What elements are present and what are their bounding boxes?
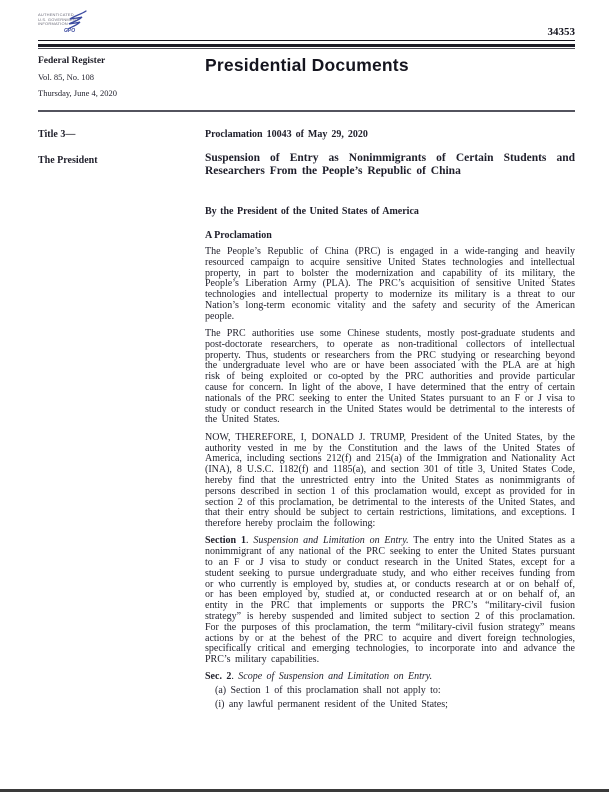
top-thick-rule [38, 44, 575, 47]
section-2-dot: . [231, 671, 239, 683]
paragraph-1: The People’s Republic of China (PRC) is engaged in a wide-ranging and heavily resourced campaign to acquire sensitive United States technologies and intellectual property, in part to bolster the modernization and capability of its military, the People’s Liberation Army (PLA). The PRC’s acquisition of sensitive United States technologies and intellectual property to modernize its military is a threat to our Nation’s long-term economic vitality and the safety and security of the American people. [205, 246, 575, 322]
journal-name: Federal Register [38, 56, 106, 66]
top-thin-rule [38, 40, 575, 41]
document-body [38, 112, 575, 711]
top-thick-rule-shadow [38, 48, 575, 50]
gpo-authenticated-logo [38, 10, 90, 40]
section-2-heading [205, 672, 575, 683]
journal-volume: Vol. 85, No. 108 [38, 71, 95, 82]
masthead [38, 56, 575, 98]
section-1-paragraph [205, 536, 575, 666]
page-number: 34353 [547, 26, 575, 38]
proclamation-number-line: Proclamation 10043 of May 29, 2020 [205, 128, 368, 140]
title3-label: Title 3— [38, 128, 76, 140]
section-2-item-a: (a) Section 1 of this proclamation shall not apply to: [215, 685, 441, 697]
proclamation-title: Suspension of Entry as Nonimmigrants of Certain Students and Researchers From the People’s Republic of China [205, 151, 575, 177]
gpo-logo-line-1: AUTHENTICATED [38, 12, 74, 17]
section-title: Presidential Documents [205, 55, 409, 75]
section-1-title: Suspension and Limitation on Entry. [253, 535, 409, 547]
proclamation-heading: A Proclamation [205, 229, 272, 241]
gpo-logo-line-2: U.S. GOVERNMENT [38, 16, 79, 22]
gpo-logo-label: GPO [64, 28, 76, 34]
section-1-text: The entry into the United States as a nonimmigrant of any national of the PRC seeking to enter the United States pursuant to an F or J visa to study or conduct research in the United States, except for a student seeking to pursue undergraduate study, and who either receives funding from or who currently is employed by, studies at, or conducts research at or on behalf of, or has been employed by, studied at, or conducted research at or on behalf of, an entity in the PRC that implements or supports the PRC’s “military-civil fusion strategy” is hereby suspended and limited subject to section 2 of this proclamation. For the purposes of this proclamation, the term “military-civil fusion strategy” means actions by or at the behest of the PRC to acquire and divert foreign technologies, specifically critical and emerging technologies, to incorporate into and advance the PRC’s military capabilities. [205, 535, 575, 666]
section-2-label: Sec. 2 [205, 671, 232, 683]
paragraph-2: The PRC authorities use some Chinese students, mostly post-graduate students and post-doctorate researchers, to operate as non-traditional collectors of intellectual property. Thus, students or researchers from the PRC studying or researching beyond the undergraduate level who are or have been associated with the PLA are at high risk of being exploited or co-opted by the PRC authorities and provide particular cause for concern. In light of the above, I have determined that the entry of certain nationals of the PRC seeking to enter the United States pursuant to an F or J visa to study or conduct research in the United States would be detrimental to the interests of the United States. [205, 328, 575, 426]
section-2-title: Scope of Suspension and Limitation on Entry. [238, 671, 433, 683]
gpo-logo-line-3: INFORMATION [38, 21, 68, 26]
section-1-dot: . [245, 535, 254, 547]
section-2-item-i: (i) any lawful permanent resident of the United States; [215, 699, 448, 711]
masthead-journal-block [38, 56, 205, 98]
section-1-label: Section 1 [205, 535, 246, 547]
president-label: The President [38, 154, 98, 166]
journal-date: Thursday, June 4, 2020 [38, 87, 118, 98]
paragraph-3: NOW, THEREFORE, I, DONALD J. TRUMP, President of the United States, by the authority vested in me by the Constitution and the laws of the United States of America, including sections 212(f) and 215(a) of the Immigration and Nationality Act (INA), 8 U.S.C. 1182(f) and 1185(a), and section 301 of title 3, United States Code, hereby find that the unrestricted entry into the United States as nonimmigrants of persons described in section 1 of this proclamation would, except as provided for in section 2 of this proclamation, be detrimental to the interests of the United States, and that their entry should be subject to certain restrictions, limitations, and exceptions. I therefore hereby proclaim the following: [205, 431, 575, 530]
president-byline: By the President of the United States of America [205, 205, 419, 217]
content-column [205, 112, 575, 711]
margin-column [38, 112, 205, 711]
